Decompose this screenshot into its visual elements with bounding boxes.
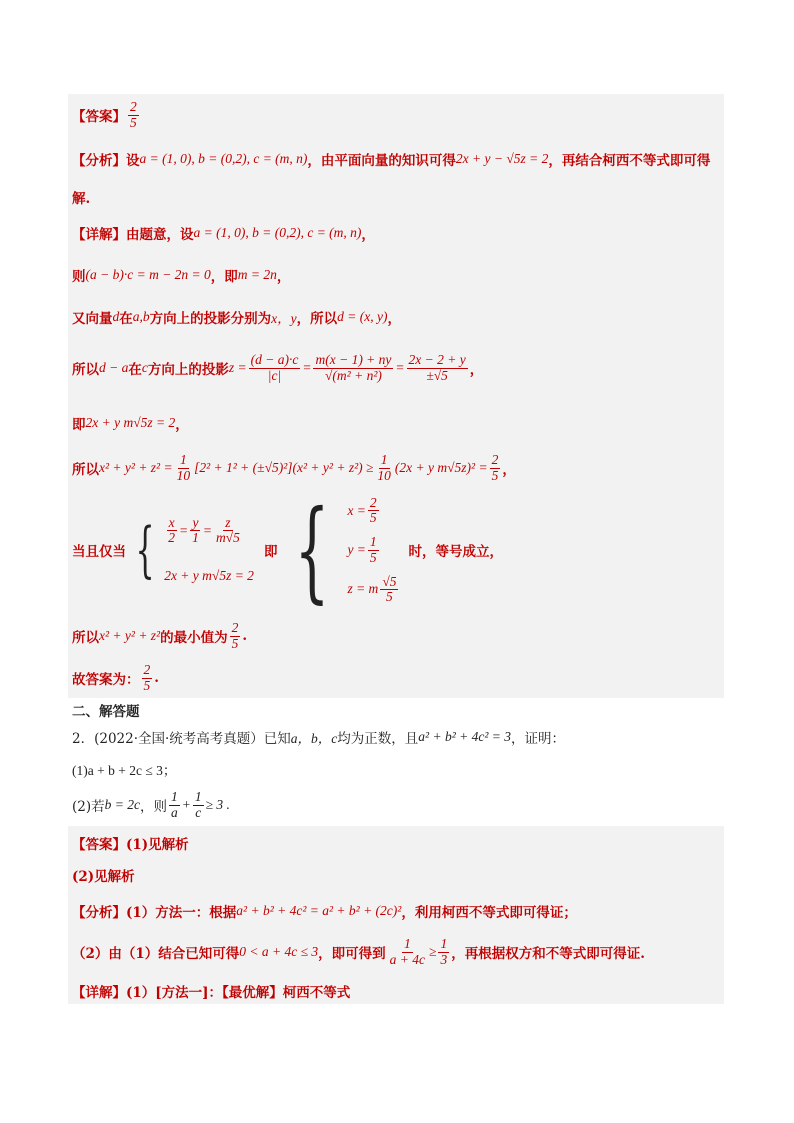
detail-text: 则 bbox=[72, 269, 86, 285]
vector: d − a bbox=[99, 360, 129, 375]
detail-line-8 bbox=[72, 618, 247, 654]
fraction: $\frac{1}{a}$ bbox=[170, 789, 178, 820]
fraction: $\frac{2}{5}$ bbox=[143, 662, 151, 693]
question-text: ，则 bbox=[139, 799, 167, 815]
analysis-text: ，再根据权方和不等式即可得证. bbox=[451, 946, 645, 962]
question-text: 均为正数，且 bbox=[337, 731, 419, 747]
analysis-text: (1）方法一：根据 bbox=[126, 905, 237, 921]
question-stem bbox=[72, 726, 565, 748]
question-text: ，证明： bbox=[511, 731, 566, 747]
punct: ， bbox=[469, 362, 484, 378]
vector-definition: a = (1, 0), b = (0,2), c = (m, n) bbox=[193, 225, 362, 240]
equation: d = (x, y) bbox=[337, 309, 388, 324]
punct: ， bbox=[175, 417, 189, 433]
variables: a，b，c bbox=[290, 731, 338, 746]
analysis-line bbox=[72, 898, 577, 924]
fraction: $\frac{2}{5}$ bbox=[491, 452, 499, 483]
equation: 2x + y − √5z = 2 bbox=[455, 151, 549, 166]
question-text: 2．(2022·全国·统考高考真题）已知 bbox=[72, 731, 291, 747]
detail-label: 【详解】 bbox=[72, 985, 126, 1001]
analysis-text: ，即可得到 bbox=[318, 946, 386, 962]
equation-system: $\frac{x}{2}$ = $\frac{y}{1}$ = $\frac{z}{m√5}$ 2x + y m√5z = 2 bbox=[164, 515, 254, 583]
left-brace: { bbox=[135, 515, 155, 585]
detail-text: (1）[方法一]：【最优解】柯西不等式 bbox=[126, 985, 351, 1001]
equation: [2² + 1² + (±√5)²](x² + y² + z²) ≥ bbox=[194, 460, 374, 475]
detail-text: 所以 bbox=[72, 362, 99, 378]
question-part-1: (1)a + b + 2c ≤ 3； bbox=[72, 763, 177, 778]
variables: x，y bbox=[271, 311, 297, 326]
detail-text: 当且仅当 bbox=[72, 544, 126, 560]
analysis-text: ，由平面向量的知识可得 bbox=[307, 153, 456, 169]
detail-line-5 bbox=[72, 412, 189, 434]
punct: ， bbox=[387, 311, 401, 327]
question-part-2: (2)若 b = 2c ，则 $\frac{1}{a}$ + $\frac{1}{c}$ ≥ 3 . bbox=[72, 789, 230, 820]
equation: z = bbox=[228, 360, 247, 375]
detail-line-4: 所以 d − a 在 c 方向上的投影 z = $\frac{(d - a)\cdot c}{|c|}$ = $\frac{m(x - 1) + ny}{\text{√(m² + n²)}}$ = $\frac{2x - 2 + y}{\pm√5}$ ， bbox=[72, 352, 484, 383]
fraction: $\frac{2}{5}$ bbox=[231, 620, 239, 651]
punct: ， bbox=[361, 227, 375, 243]
answer-line bbox=[72, 832, 189, 854]
vector: a,b bbox=[132, 309, 150, 324]
analysis-line-2 bbox=[72, 186, 90, 208]
answer-fraction: $\frac{2}{5}$ bbox=[130, 99, 137, 130]
vector: c bbox=[141, 360, 148, 375]
detail-text: ，即 bbox=[210, 269, 238, 285]
fraction: $\frac{1}{10}$ bbox=[377, 452, 391, 483]
detail-line bbox=[72, 980, 350, 1002]
detail-text: 即 bbox=[72, 417, 86, 433]
detail-line-1 bbox=[72, 222, 375, 244]
analysis-text: ，再结合柯西不等式即可得 bbox=[548, 153, 711, 169]
detail-text: 方向上的投影 bbox=[147, 362, 229, 378]
detail-line-7 bbox=[72, 486, 503, 614]
punct: ， bbox=[276, 269, 291, 285]
equation: b = 2c bbox=[104, 797, 140, 812]
answer-line-2 bbox=[72, 864, 135, 886]
detail-text: 在 bbox=[128, 362, 142, 378]
equation: m = 2n bbox=[237, 267, 277, 282]
fraction: $\frac{1}{3}$ bbox=[440, 936, 448, 967]
detail-line-2 bbox=[72, 264, 290, 286]
fraction: $\frac{m(x - 1) + ny}{\text{√(m² + n²)}}$ bbox=[315, 352, 392, 383]
answer-label: 【答案】 bbox=[72, 109, 126, 125]
equation: (a − b)·c = m − 2n = 0 bbox=[85, 267, 211, 282]
punct: ， bbox=[502, 462, 516, 478]
detail-text: 在 bbox=[119, 311, 133, 327]
analysis-text: （2）由（1）结合已知可得 bbox=[72, 946, 240, 962]
left-brace: { bbox=[294, 486, 330, 614]
fraction: $\frac{(d - a)\cdot c}{|c|}$ bbox=[250, 352, 299, 383]
answer-label: 【答案】 bbox=[72, 837, 126, 853]
analysis-label: 【分析】 bbox=[72, 153, 126, 169]
analysis-label: 【分析】 bbox=[72, 905, 126, 921]
detail-text: 由题意，设 bbox=[126, 227, 194, 243]
fraction: $\frac{2x - 2 + y}{\pm√5}$ bbox=[408, 352, 466, 383]
detail-line-3 bbox=[72, 306, 401, 328]
equation: x² + y² + z² = bbox=[99, 460, 173, 475]
section-title: 二、解答题 bbox=[72, 704, 140, 720]
punct: . bbox=[154, 670, 159, 686]
vector: d bbox=[112, 309, 120, 324]
detail-line-6 bbox=[72, 446, 516, 490]
detail-text: 时，等号成立， bbox=[408, 544, 503, 560]
equation: 2x + y m√5z = 2 bbox=[85, 415, 176, 430]
detail-label: 【详解】 bbox=[72, 227, 126, 243]
detail-text: 即 bbox=[263, 544, 278, 560]
fraction: $\frac{1}{10}$ bbox=[176, 452, 191, 483]
detail-text: 方向上的投影分别为 bbox=[149, 311, 272, 327]
equation: a² + b² + 4c² = a² + b² + (2c)² bbox=[236, 903, 402, 918]
detail-text: 所以 bbox=[72, 630, 99, 646]
detail-text: 所以 bbox=[72, 462, 99, 478]
detail-text: 的最小值为 bbox=[160, 630, 228, 646]
analysis-text: 设 bbox=[126, 153, 140, 169]
fraction: $\frac{1}{c}$ bbox=[194, 789, 202, 820]
analysis-text: ，利用柯西不等式即可得证； bbox=[401, 905, 577, 921]
fraction: $\frac{1}{a + 4c}$ bbox=[389, 936, 426, 967]
equation: 0 < a + 4c ≤ 3 bbox=[239, 944, 319, 959]
detail-text: 故答案为： bbox=[72, 672, 140, 688]
detail-line-9 bbox=[72, 660, 159, 696]
punct: . bbox=[242, 628, 248, 644]
analysis-text: 解. bbox=[72, 191, 91, 207]
analysis-line bbox=[72, 148, 710, 170]
equation: (2x + y m√5z)² = bbox=[394, 460, 488, 475]
answer-text: (2)见解析 bbox=[72, 869, 135, 885]
detail-text: 又向量 bbox=[72, 311, 113, 327]
answer-line bbox=[72, 98, 141, 132]
equation: a² + b² + 4c² = 3 bbox=[418, 729, 512, 744]
solution-system: x = $\frac{2}{5}$ y = $\frac{1}{5}$ z = m $\frac{√5}{5}$ bbox=[347, 495, 397, 604]
equation: x² + y² + z² bbox=[99, 628, 161, 643]
vector-definition: a = (1, 0), b = (0,2), c = (m, n) bbox=[139, 151, 308, 166]
analysis-line-2: （2）由（1）结合已知可得 0 < a + 4c ≤ 3 ，即可得到 $\frac{1}{a + 4c}$ ≥ $\frac{1}{3}$ ，再根据权方和不等式即可得证. bbox=[72, 936, 645, 967]
answer-text: (1)见解析 bbox=[126, 837, 189, 853]
detail-text: ，所以 bbox=[296, 311, 338, 327]
question-text: (2)若 bbox=[72, 799, 105, 815]
solution-background bbox=[68, 94, 724, 698]
